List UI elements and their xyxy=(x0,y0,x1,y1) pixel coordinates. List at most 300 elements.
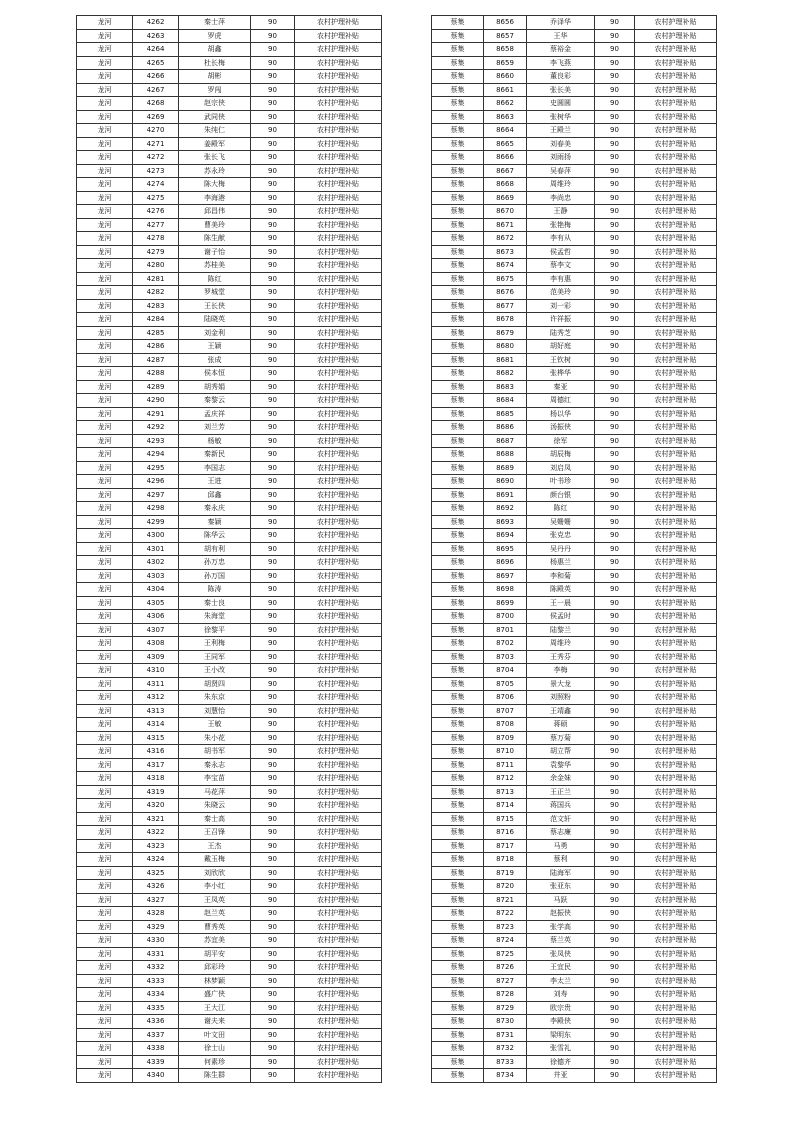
town-cell: 蔡集 xyxy=(432,326,484,340)
name-cell: 胡贤四 xyxy=(179,677,251,691)
town-cell: 蔡集 xyxy=(432,502,484,516)
amount-cell: 90 xyxy=(251,110,295,124)
id-cell: 8730 xyxy=(484,1015,527,1029)
subsidy-type-cell: 农村护理补贴 xyxy=(635,826,717,840)
amount-cell: 90 xyxy=(251,907,295,921)
id-cell: 8682 xyxy=(484,367,527,381)
town-cell: 蔡集 xyxy=(432,515,484,529)
town-cell: 龙河 xyxy=(77,677,133,691)
subsidy-type-cell: 农村护理补贴 xyxy=(635,353,717,367)
id-cell: 4299 xyxy=(133,515,179,529)
town-cell: 龙河 xyxy=(77,1001,133,1015)
name-cell: 叶书珍 xyxy=(527,475,595,489)
name-cell: 刘慧怡 xyxy=(179,704,251,718)
name-cell: 胡立帮 xyxy=(527,745,595,759)
id-cell: 8725 xyxy=(484,947,527,961)
id-cell: 8670 xyxy=(484,205,527,219)
town-cell: 蔡集 xyxy=(432,785,484,799)
town-cell: 蔡集 xyxy=(432,151,484,165)
table-row xyxy=(432,893,717,907)
town-cell: 龙河 xyxy=(77,1042,133,1056)
name-cell: 李有从 xyxy=(527,232,595,246)
name-cell: 史圆圆 xyxy=(527,97,595,111)
table-row xyxy=(432,461,717,475)
subsidy-type-cell: 农村护理补贴 xyxy=(295,988,382,1002)
name-cell: 赵兰英 xyxy=(179,907,251,921)
table-row xyxy=(77,56,382,70)
name-cell: 张学高 xyxy=(527,920,595,934)
subsidy-type-cell: 农村护理补贴 xyxy=(635,610,717,624)
town-cell: 龙河 xyxy=(77,947,133,961)
subsidy-type-cell: 农村护理补贴 xyxy=(295,313,382,327)
town-cell: 龙河 xyxy=(77,286,133,300)
name-cell: 乔泽华 xyxy=(527,16,595,30)
town-cell: 蔡集 xyxy=(432,812,484,826)
table-row xyxy=(77,1055,382,1069)
table-row xyxy=(432,83,717,97)
id-cell: 4309 xyxy=(133,650,179,664)
table-row xyxy=(432,1042,717,1056)
amount-cell: 90 xyxy=(595,1015,635,1029)
subsidy-type-cell: 农村护理补贴 xyxy=(635,461,717,475)
name-cell: 侯孟哲 xyxy=(527,245,595,259)
amount-cell: 90 xyxy=(595,407,635,421)
name-cell: 刘寿 xyxy=(527,988,595,1002)
subsidy-type-cell: 农村护理补贴 xyxy=(295,691,382,705)
town-cell: 蔡集 xyxy=(432,623,484,637)
subsidy-type-cell: 农村护理补贴 xyxy=(295,569,382,583)
table-row xyxy=(77,1069,382,1083)
amount-cell: 90 xyxy=(595,178,635,192)
id-cell: 8728 xyxy=(484,988,527,1002)
id-cell: 4294 xyxy=(133,448,179,462)
subsidy-type-cell: 农村护理补贴 xyxy=(635,974,717,988)
town-cell: 蔡集 xyxy=(432,947,484,961)
table-row xyxy=(432,677,717,691)
id-cell: 4304 xyxy=(133,583,179,597)
id-cell: 4285 xyxy=(133,326,179,340)
id-cell: 8709 xyxy=(484,731,527,745)
subsidy-type-cell: 农村护理补贴 xyxy=(635,812,717,826)
town-cell: 蔡集 xyxy=(432,272,484,286)
amount-cell: 90 xyxy=(251,259,295,273)
amount-cell: 90 xyxy=(251,380,295,394)
amount-cell: 90 xyxy=(595,218,635,232)
name-cell: 邱昌伟 xyxy=(179,205,251,219)
id-cell: 4270 xyxy=(133,124,179,138)
amount-cell: 90 xyxy=(595,812,635,826)
town-cell: 蔡集 xyxy=(432,83,484,97)
subsidy-type-cell: 农村护理补贴 xyxy=(635,880,717,894)
id-cell: 8664 xyxy=(484,124,527,138)
name-cell: 谢夫来 xyxy=(179,1015,251,1029)
name-cell: 王利梅 xyxy=(179,637,251,651)
subsidy-type-cell: 农村护理补贴 xyxy=(635,421,717,435)
name-cell: 曹美玲 xyxy=(179,218,251,232)
subsidy-type-cell: 农村护理补贴 xyxy=(635,893,717,907)
amount-cell: 90 xyxy=(251,448,295,462)
subsidy-type-cell: 农村护理补贴 xyxy=(635,448,717,462)
amount-cell: 90 xyxy=(595,83,635,97)
town-cell: 龙河 xyxy=(77,421,133,435)
town-cell: 龙河 xyxy=(77,664,133,678)
subsidy-type-cell: 农村护理补贴 xyxy=(295,893,382,907)
subsidy-type-cell: 农村护理补贴 xyxy=(635,947,717,961)
name-cell: 杨惠兰 xyxy=(527,556,595,570)
name-cell: 苏桂美 xyxy=(179,259,251,273)
amount-cell: 90 xyxy=(251,596,295,610)
name-cell: 张亚东 xyxy=(527,880,595,894)
table-row xyxy=(432,313,717,327)
amount-cell: 90 xyxy=(595,961,635,975)
name-cell: 陆秀芝 xyxy=(527,326,595,340)
right-roster-table xyxy=(431,15,717,1083)
name-cell: 朱纯仁 xyxy=(179,124,251,138)
id-cell: 4326 xyxy=(133,880,179,894)
id-cell: 8723 xyxy=(484,920,527,934)
subsidy-type-cell: 农村护理补贴 xyxy=(635,488,717,502)
amount-cell: 90 xyxy=(251,191,295,205)
amount-cell: 90 xyxy=(595,542,635,556)
amount-cell: 90 xyxy=(251,475,295,489)
amount-cell: 90 xyxy=(251,691,295,705)
amount-cell: 90 xyxy=(595,43,635,57)
name-cell: 胡平安 xyxy=(179,947,251,961)
subsidy-type-cell: 农村护理补贴 xyxy=(635,367,717,381)
amount-cell: 90 xyxy=(595,110,635,124)
id-cell: 4300 xyxy=(133,529,179,543)
subsidy-type-cell: 农村护理补贴 xyxy=(295,731,382,745)
name-cell: 李小红 xyxy=(179,880,251,894)
id-cell: 4276 xyxy=(133,205,179,219)
subsidy-type-cell: 农村护理补贴 xyxy=(295,1028,382,1042)
town-cell: 蔡集 xyxy=(432,1069,484,1083)
amount-cell: 90 xyxy=(251,313,295,327)
table-row xyxy=(77,205,382,219)
name-cell: 张桦华 xyxy=(527,367,595,381)
id-cell: 4337 xyxy=(133,1028,179,1042)
id-cell: 8691 xyxy=(484,488,527,502)
name-cell: 马勇 xyxy=(527,839,595,853)
amount-cell: 90 xyxy=(251,124,295,138)
amount-cell: 90 xyxy=(251,164,295,178)
subsidy-type-cell: 农村护理补贴 xyxy=(635,475,717,489)
table-row xyxy=(432,610,717,624)
town-cell: 龙河 xyxy=(77,218,133,232)
town-cell: 蔡集 xyxy=(432,164,484,178)
id-cell: 8660 xyxy=(484,70,527,84)
subsidy-type-cell: 农村护理补贴 xyxy=(635,434,717,448)
subsidy-type-cell: 农村护理补贴 xyxy=(635,205,717,219)
name-cell: 刘启凤 xyxy=(527,461,595,475)
id-cell: 8707 xyxy=(484,704,527,718)
id-cell: 4335 xyxy=(133,1001,179,1015)
amount-cell: 90 xyxy=(595,448,635,462)
id-cell: 8672 xyxy=(484,232,527,246)
subsidy-type-cell: 农村护理补贴 xyxy=(295,785,382,799)
id-cell: 4312 xyxy=(133,691,179,705)
subsidy-type-cell: 农村护理补贴 xyxy=(295,475,382,489)
amount-cell: 90 xyxy=(251,232,295,246)
id-cell: 4265 xyxy=(133,56,179,70)
table-row xyxy=(77,461,382,475)
amount-cell: 90 xyxy=(595,974,635,988)
name-cell: 戴玉梅 xyxy=(179,853,251,867)
amount-cell: 90 xyxy=(595,367,635,381)
subsidy-type-cell: 农村护理补贴 xyxy=(635,718,717,732)
id-cell: 8729 xyxy=(484,1001,527,1015)
subsidy-type-cell: 农村护理补贴 xyxy=(635,1015,717,1029)
name-cell: 范美玲 xyxy=(527,286,595,300)
table-row xyxy=(77,866,382,880)
amount-cell: 90 xyxy=(251,16,295,30)
subsidy-type-cell: 农村护理补贴 xyxy=(635,664,717,678)
name-cell: 汤振侠 xyxy=(527,421,595,435)
table-row xyxy=(432,866,717,880)
amount-cell: 90 xyxy=(595,286,635,300)
name-cell: 王召锋 xyxy=(179,826,251,840)
name-cell: 蔡万菊 xyxy=(527,731,595,745)
id-cell: 8680 xyxy=(484,340,527,354)
amount-cell: 90 xyxy=(595,394,635,408)
subsidy-type-cell: 农村护理补贴 xyxy=(295,205,382,219)
amount-cell: 90 xyxy=(251,326,295,340)
table-row xyxy=(77,772,382,786)
table-row xyxy=(77,164,382,178)
table-row xyxy=(432,961,717,975)
id-cell: 8692 xyxy=(484,502,527,516)
name-cell: 林梦颖 xyxy=(179,974,251,988)
name-cell: 盛广侠 xyxy=(179,988,251,1002)
table-row xyxy=(77,488,382,502)
id-cell: 8719 xyxy=(484,866,527,880)
id-cell: 4288 xyxy=(133,367,179,381)
id-cell: 8721 xyxy=(484,893,527,907)
subsidy-type-cell: 农村护理补贴 xyxy=(635,988,717,1002)
name-cell: 秦颖 xyxy=(179,515,251,529)
town-cell: 龙河 xyxy=(77,718,133,732)
amount-cell: 90 xyxy=(595,569,635,583)
amount-cell: 90 xyxy=(251,137,295,151)
name-cell: 姜殿军 xyxy=(179,137,251,151)
amount-cell: 90 xyxy=(595,461,635,475)
table-row xyxy=(77,961,382,975)
subsidy-type-cell: 农村护理补贴 xyxy=(295,907,382,921)
table-row xyxy=(432,826,717,840)
town-cell: 蔡集 xyxy=(432,313,484,327)
subsidy-type-cell: 农村护理补贴 xyxy=(295,124,382,138)
subsidy-type-cell: 农村护理补贴 xyxy=(635,137,717,151)
name-cell: 苏宜美 xyxy=(179,934,251,948)
id-cell: 8713 xyxy=(484,785,527,799)
table-row xyxy=(432,691,717,705)
name-cell: 徐德齐 xyxy=(527,1055,595,1069)
table-row xyxy=(432,704,717,718)
subsidy-type-cell: 农村护理补贴 xyxy=(295,137,382,151)
id-cell: 8717 xyxy=(484,839,527,853)
subsidy-type-cell: 农村护理补贴 xyxy=(635,407,717,421)
table-row xyxy=(432,488,717,502)
left-roster-table xyxy=(76,15,382,1083)
amount-cell: 90 xyxy=(251,1069,295,1083)
name-cell: 杜长梅 xyxy=(179,56,251,70)
town-cell: 龙河 xyxy=(77,569,133,583)
table-row xyxy=(432,421,717,435)
table-row xyxy=(432,934,717,948)
subsidy-type-cell: 农村护理补贴 xyxy=(635,1028,717,1042)
subsidy-type-cell: 农村护理补贴 xyxy=(295,799,382,813)
id-cell: 8700 xyxy=(484,610,527,624)
town-cell: 蔡集 xyxy=(432,259,484,273)
id-cell: 4274 xyxy=(133,178,179,192)
amount-cell: 90 xyxy=(251,583,295,597)
subsidy-type-cell: 农村护理补贴 xyxy=(295,596,382,610)
town-cell: 蔡集 xyxy=(432,407,484,421)
id-cell: 4290 xyxy=(133,394,179,408)
subsidy-type-cell: 农村护理补贴 xyxy=(635,920,717,934)
name-cell: 李尚忠 xyxy=(527,191,595,205)
town-cell: 龙河 xyxy=(77,839,133,853)
amount-cell: 90 xyxy=(251,488,295,502)
name-cell: 陈大梅 xyxy=(179,178,251,192)
town-cell: 龙河 xyxy=(77,745,133,759)
amount-cell: 90 xyxy=(595,502,635,516)
id-cell: 4263 xyxy=(133,29,179,43)
id-cell: 4339 xyxy=(133,1055,179,1069)
amount-cell: 90 xyxy=(595,475,635,489)
id-cell: 8669 xyxy=(484,191,527,205)
amount-cell: 90 xyxy=(595,650,635,664)
name-cell: 秦士萍 xyxy=(179,16,251,30)
subsidy-type-cell: 农村护理补贴 xyxy=(635,704,717,718)
subsidy-type-cell: 农村护理补贴 xyxy=(635,596,717,610)
name-cell: 朱晓云 xyxy=(179,799,251,813)
subsidy-type-cell: 农村护理补贴 xyxy=(635,934,717,948)
subsidy-type-cell: 农村护理补贴 xyxy=(295,1042,382,1056)
name-cell: 徐黎平 xyxy=(179,623,251,637)
town-cell: 蔡集 xyxy=(432,1042,484,1056)
amount-cell: 90 xyxy=(251,947,295,961)
id-cell: 8684 xyxy=(484,394,527,408)
subsidy-type-cell: 农村护理补贴 xyxy=(635,691,717,705)
amount-cell: 90 xyxy=(251,245,295,259)
table-row xyxy=(432,70,717,84)
name-cell: 罗闯 xyxy=(179,83,251,97)
table-row xyxy=(432,124,717,138)
subsidy-type-cell: 农村护理补贴 xyxy=(635,43,717,57)
amount-cell: 90 xyxy=(251,83,295,97)
amount-cell: 90 xyxy=(595,866,635,880)
name-cell: 刘兰芳 xyxy=(179,421,251,435)
table-row xyxy=(432,637,717,651)
name-cell: 李海港 xyxy=(179,191,251,205)
name-cell: 王杰 xyxy=(179,839,251,853)
amount-cell: 90 xyxy=(595,434,635,448)
table-row xyxy=(432,205,717,219)
table-row xyxy=(432,623,717,637)
town-cell: 龙河 xyxy=(77,704,133,718)
town-cell: 蔡集 xyxy=(432,380,484,394)
town-cell: 蔡集 xyxy=(432,16,484,30)
town-cell: 龙河 xyxy=(77,137,133,151)
table-row xyxy=(432,326,717,340)
name-cell: 胡有利 xyxy=(179,542,251,556)
name-cell: 曹秀英 xyxy=(179,920,251,934)
name-cell: 陈红 xyxy=(179,272,251,286)
table-row xyxy=(432,191,717,205)
town-cell: 龙河 xyxy=(77,232,133,246)
amount-cell: 90 xyxy=(595,124,635,138)
subsidy-type-cell: 农村护理补贴 xyxy=(635,677,717,691)
table-row xyxy=(432,29,717,43)
amount-cell: 90 xyxy=(251,299,295,313)
id-cell: 8696 xyxy=(484,556,527,570)
id-cell: 4320 xyxy=(133,799,179,813)
name-cell: 余金妹 xyxy=(527,772,595,786)
id-cell: 8693 xyxy=(484,515,527,529)
amount-cell: 90 xyxy=(251,43,295,57)
name-cell: 刘春美 xyxy=(527,137,595,151)
subsidy-type-cell: 农村护理补贴 xyxy=(635,232,717,246)
town-cell: 龙河 xyxy=(77,623,133,637)
id-cell: 8690 xyxy=(484,475,527,489)
name-cell: 李太兰 xyxy=(527,974,595,988)
id-cell: 4296 xyxy=(133,475,179,489)
town-cell: 蔡集 xyxy=(432,637,484,651)
table-row xyxy=(432,43,717,57)
town-cell: 蔡集 xyxy=(432,1055,484,1069)
table-row xyxy=(77,596,382,610)
town-cell: 蔡集 xyxy=(432,745,484,759)
amount-cell: 90 xyxy=(595,920,635,934)
id-cell: 8668 xyxy=(484,178,527,192)
name-cell: 蔡志廉 xyxy=(527,826,595,840)
town-cell: 蔡集 xyxy=(432,731,484,745)
table-row xyxy=(77,380,382,394)
subsidy-type-cell: 农村护理补贴 xyxy=(635,178,717,192)
table-row xyxy=(432,97,717,111)
subsidy-type-cell: 农村护理补贴 xyxy=(635,623,717,637)
town-cell: 蔡集 xyxy=(432,137,484,151)
town-cell: 龙河 xyxy=(77,1055,133,1069)
name-cell: 罗虎 xyxy=(179,29,251,43)
id-cell: 8659 xyxy=(484,56,527,70)
table-row xyxy=(77,718,382,732)
table-row xyxy=(432,286,717,300)
town-cell: 蔡集 xyxy=(432,839,484,853)
id-cell: 8674 xyxy=(484,259,527,273)
amount-cell: 90 xyxy=(595,1042,635,1056)
amount-cell: 90 xyxy=(595,1001,635,1015)
name-cell: 蔡兰英 xyxy=(527,934,595,948)
town-cell: 龙河 xyxy=(77,299,133,313)
table-row xyxy=(77,245,382,259)
town-cell: 龙河 xyxy=(77,43,133,57)
id-cell: 4262 xyxy=(133,16,179,30)
table-row xyxy=(432,259,717,273)
name-cell: 马花萍 xyxy=(179,785,251,799)
table-row xyxy=(432,299,717,313)
name-cell: 李梅 xyxy=(527,664,595,678)
name-cell: 吴姗姗 xyxy=(527,515,595,529)
amount-cell: 90 xyxy=(595,137,635,151)
subsidy-type-cell: 农村护理补贴 xyxy=(635,151,717,165)
town-cell: 龙河 xyxy=(77,29,133,43)
subsidy-type-cell: 农村护理补贴 xyxy=(635,340,717,354)
name-cell: 周维玲 xyxy=(527,178,595,192)
name-cell: 赵振侠 xyxy=(527,907,595,921)
id-cell: 8716 xyxy=(484,826,527,840)
